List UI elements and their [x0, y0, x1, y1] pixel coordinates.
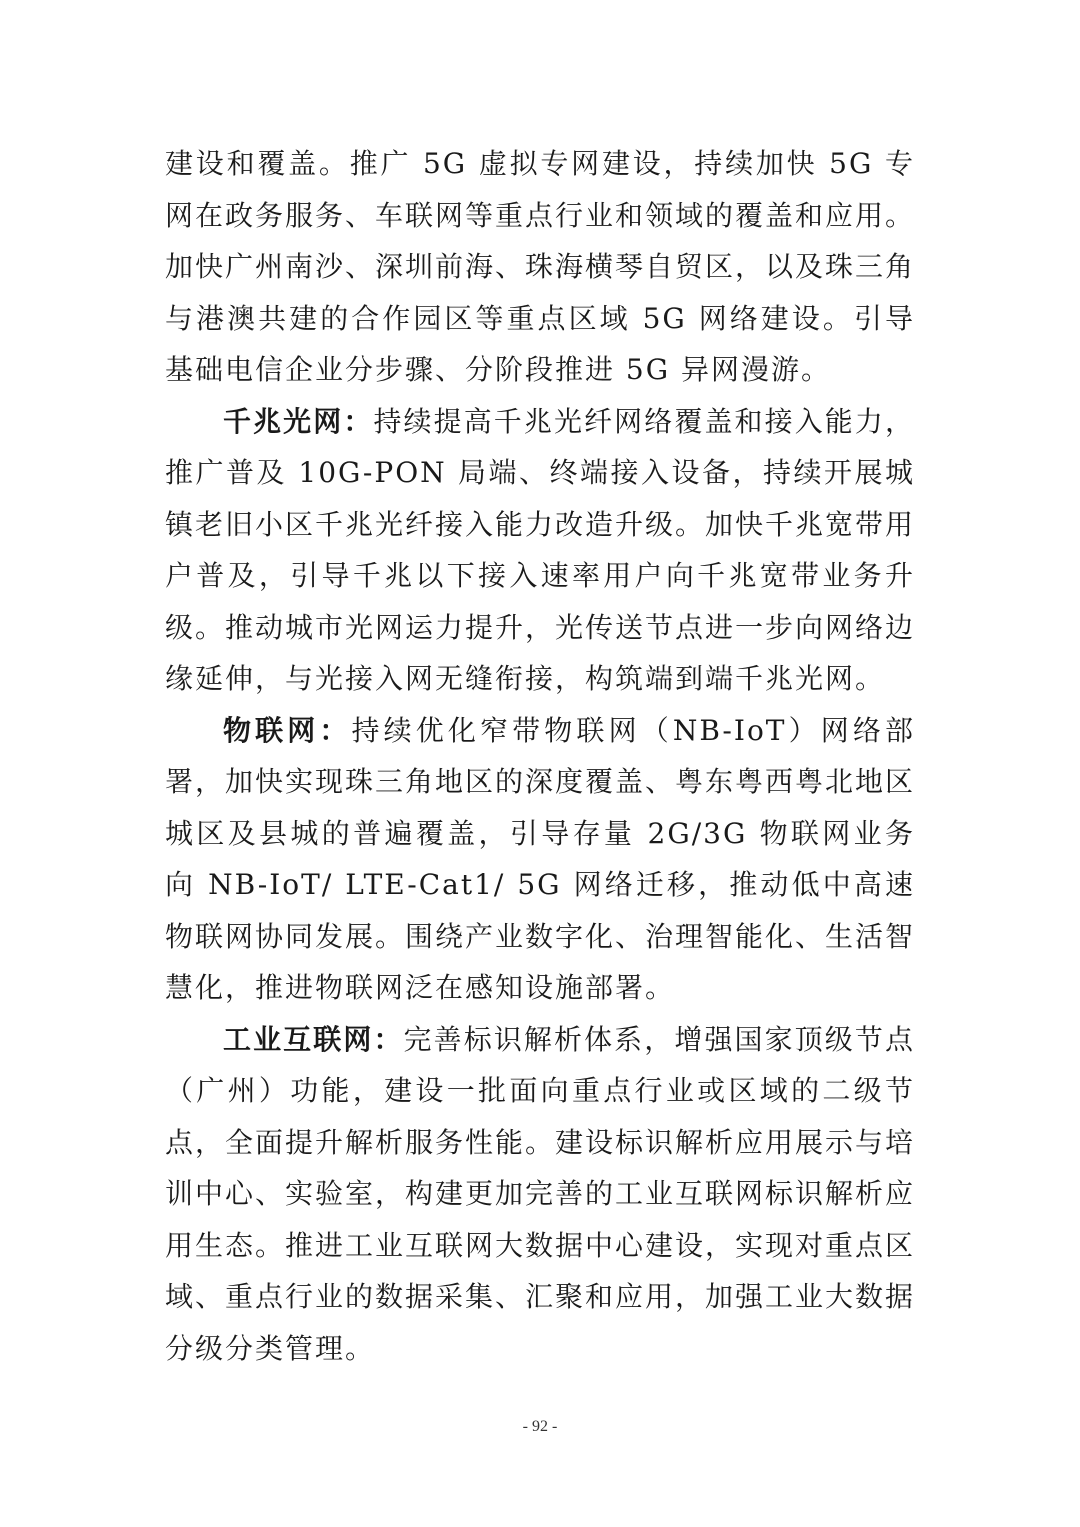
section-heading: 物联网：: [223, 713, 352, 747]
paragraph-internet-of-things: [165, 705, 915, 1014]
paragraph-text: 持续提高千兆光纤网络覆盖和接入能力，推广普及 10G-PON 局端、终端接入设备，持续开展城镇老旧小区千兆光纤接入能力改造升级。加快千兆宽带用户普及，引导千兆以下接入速率用户向千兆宽带业务升级。推动城市光网运力提升，光传送节点进一步向网络边缘延伸，与光接入网无缝衔接，构筑端到端千兆光网。: [165, 404, 916, 695]
section-heading: 千兆光网：: [223, 404, 374, 438]
paragraph-text: 持续优化窄带物联网（NB-IoT）网络部署，加快实现珠三角地区的深度覆盖、粤东粤西粤北地区城区及县城的普遍覆盖，引导存量 2G/3G 物联网业务向 NB-IoT/ LTE-Cat1/ 5G 网络迁移，推动低中高速物联网协同发展。围绕产业数字化、治理智能化、生活智慧化，推进物联网泛在感知设施部署。: [165, 713, 916, 1004]
page-number: - 92 -: [522, 1418, 558, 1435]
paragraph-text: 建设和覆盖。推广 5G 虚拟专网建设，持续加快 5G 专网在政务服务、车联网等重点行业和领域的覆盖和应用。加快广州南沙、深圳前海、珠海横琴自贸区，以及珠三角与港澳共建的合作园区等重点区域 5G 网络建设。引导基础电信企业分步骤、分阶段推进 5G 异网漫游。: [165, 147, 916, 386]
document-body: [165, 138, 915, 1374]
paragraph-gigabit-optical-network: [165, 396, 915, 705]
paragraph-industrial-internet: [165, 1014, 915, 1375]
paragraph-text: 完善标识解析体系，增强国家顶级节点（广州）功能，建设一批面向重点行业或区域的二级节点，全面提升解析服务性能。建设标识解析应用展示与培训中心、实验室，构建更加完善的工业互联网标识解析应用生态。推进工业互联网大数据中心建设，实现对重点区域、重点行业的数据采集、汇聚和应用，加强工业大数据分级分类管理。: [165, 1022, 916, 1365]
paragraph-5g-continuation: [165, 138, 915, 396]
section-heading: 工业互联网：: [223, 1022, 404, 1056]
